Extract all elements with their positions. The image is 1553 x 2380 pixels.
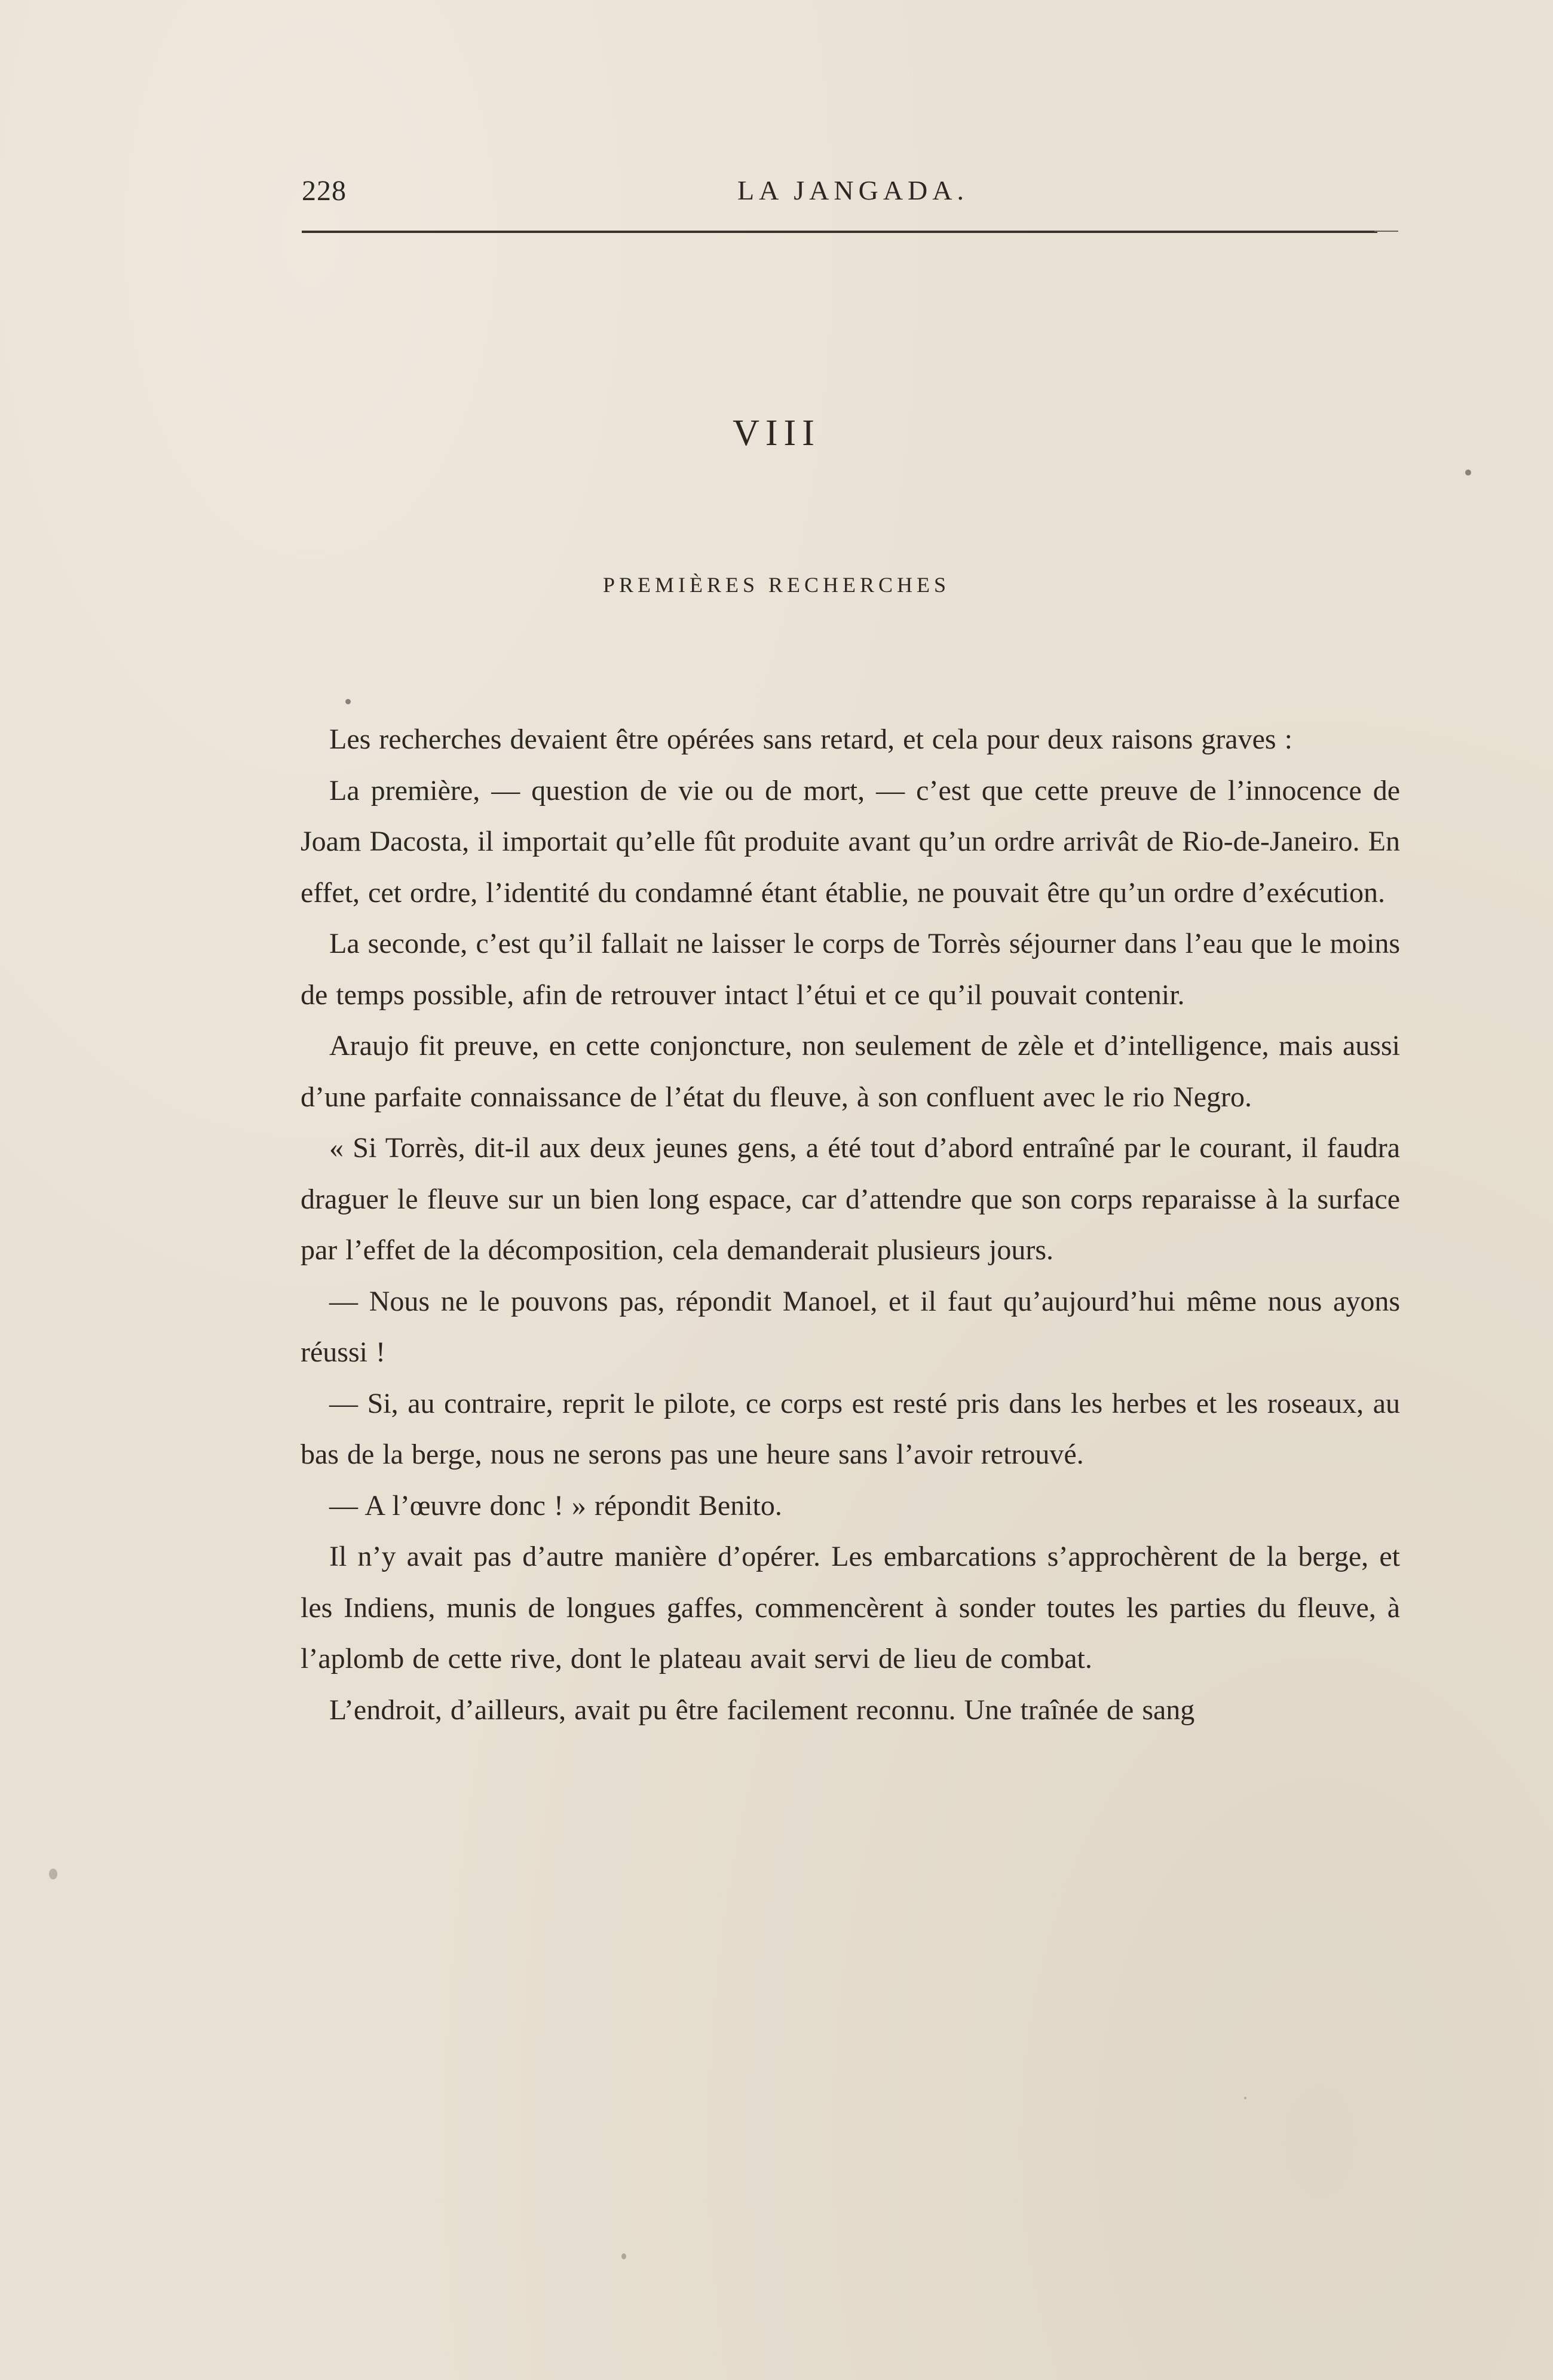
paragraph-4: Araujo fit preuve, en cette conjoncture, non seulement de zèle et d’intelligence, mais aussi d’une parfaite connaissance de l’état du fleuve, à son confluent avec le rio Negro. <box>301 1030 1400 1113</box>
chapter-number: VIII <box>733 413 820 453</box>
paragraph-8: — A l’œuvre donc ! » répondit Benito. <box>329 1489 782 1522</box>
paragraph-9: Il n’y avait pas d’autre manière d’opérer. Les embarcations s’approchèrent de la berge, et les Indiens, munis de longues gaffes, commencèrent à sonder toutes les parties du fleuve, à l’aplomb de cette rive, dont le plateau avait servi de lieu de combat. <box>301 1541 1400 1674</box>
chapter-title: PREMIÈRES RECHERCHES <box>602 573 951 597</box>
body-text <box>301 714 1400 1735</box>
paragraph-6: — Nous ne le pouvons pas, répondit Manoel, et il faut qu’aujourd’hui même nous ayons réussi ! <box>301 1285 1400 1368</box>
paragraph-1: Les recherches devaient être opérées sans retard, et cela pour deux raisons graves : <box>329 723 1292 755</box>
paragraph-10: L’endroit, d’ailleurs, avait pu être facilement reconnu. Une traînée de sang <box>329 1694 1195 1726</box>
header-rule <box>302 231 1377 233</box>
running-title: LA JANGADA. <box>737 175 969 206</box>
paper-speck <box>1465 470 1471 476</box>
paper-speck <box>49 1869 57 1879</box>
page-header <box>302 174 1404 216</box>
paragraph-7: — Si, au contraire, reprit le pilote, ce corps est resté pris dans les herbes et les roseaux, au bas de la berge, nous ne serons pas une heure sans l’avoir retrouvé. <box>301 1387 1400 1470</box>
header-rule-tail <box>1374 231 1398 232</box>
page-number: 228 <box>302 175 347 207</box>
paragraph-2: La première, — question de vie ou de mort, — c’est que cette preuve de l’innocence de Joam Dacosta, il importait qu’elle fût produite avant qu’un ordre arrivât de Rio-de-Janeiro. En effet, cet ordre, l’identité du condamné étant établie, ne pouvait être qu’un ordre d’exécution. <box>301 774 1400 909</box>
paragraph-5: « Si Torrès, dit-il aux deux jeunes gens, a été tout d’abord entraîné par le courant, il faudra draguer le fleuve sur un bien long espace, car d’attendre que son corps reparaisse à la surface par l’effet de la décomposition, cela demanderait plusieurs jours. <box>301 1132 1400 1266</box>
paper-speck <box>621 2253 626 2259</box>
paper-speck <box>345 699 351 704</box>
paper-speck <box>1244 2097 1246 2099</box>
paragraph-3: La seconde, c’est qu’il fallait ne laisser le corps de Torrès séjourner dans l’eau que le moins de temps possible, afin de retrouver intact l’étui et ce qu’il pouvait contenir. <box>301 928 1400 1011</box>
